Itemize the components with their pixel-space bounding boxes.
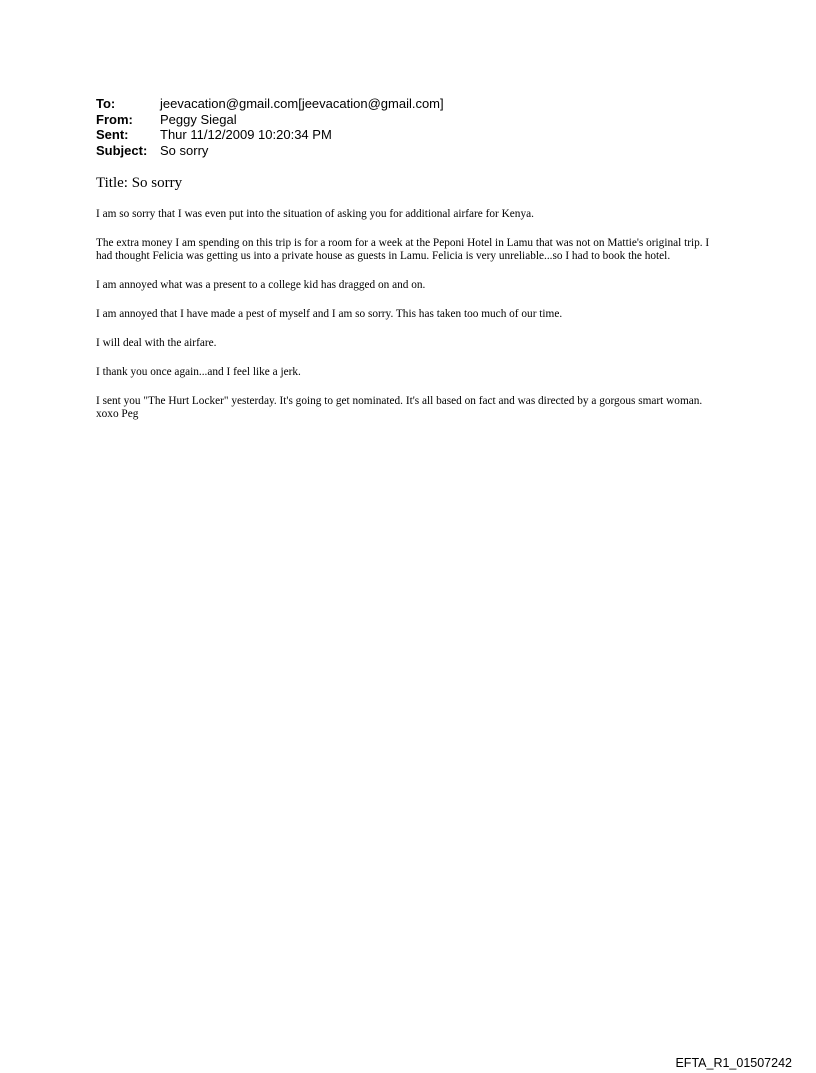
subject-label: Subject: [96,142,148,158]
subject-value: So sorry [160,142,209,158]
body-paragraph-6: I thank you once again...and I feel like a jerk. [96,366,301,378]
body-paragraph-7: I sent you "The Hurt Locker" yesterday. It's going to get nominated. It's all based on fact and was directed by a gorgous smart woman. [96,395,703,407]
message-title: Title: So sorry [96,175,183,191]
to-label: To: [96,96,116,111]
body-paragraph-3: I am annoyed what was a present to a college kid has dragged on and on. [96,279,426,291]
body-paragraph-5: I will deal with the airfare. [96,337,217,349]
sent-value: Thur 11/12/2009 10:20:34 PM [160,127,332,142]
sent-row [96,127,444,143]
email-header [96,96,444,158]
signoff: xoxo Peg [96,408,139,420]
from-row [96,112,444,128]
from-label: From: [96,111,133,127]
message-body [96,208,726,421]
body-paragraph-1: I am so sorry that I was even put into the situation of asking you for additional airfare for Kenya. [96,208,534,220]
body-paragraph-2: The extra money I am spending on this trip is for a room for a week at the Peponi Hotel in Lamu that was not on Mattie's original trip. I had thought Felicia was getting us into a private house as guests in Lamu. Felicia is very unreliable...so I had to book the hotel. [96,237,710,262]
sent-label: Sent: [96,127,129,142]
body-paragraph-4: I am annoyed that I have made a pest of myself and I am so sorry. This has taken too much of our time. [96,308,563,320]
to-value: jeevacation@gmail.com[jeevacation@gmail.com] [160,96,444,111]
from-value: Peggy Siegal [160,111,237,127]
document-id: EFTA_R1_01507242 [675,1056,792,1070]
subject-row [96,143,444,159]
to-row [96,96,444,112]
